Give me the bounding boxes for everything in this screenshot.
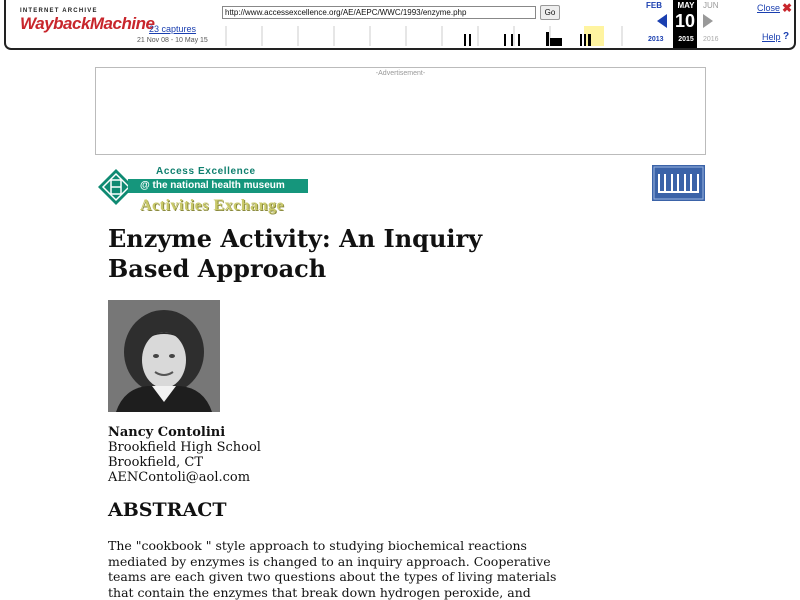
banner-title: Access Excellence: [156, 166, 256, 177]
prev-capture-arrow-icon[interactable]: [657, 14, 667, 28]
author-city: Brookfield, CT: [108, 455, 204, 470]
logo-main-text: WaybackMachine: [20, 14, 155, 33]
go-button[interactable]: Go: [540, 5, 560, 20]
close-link[interactable]: Close: [757, 3, 781, 13]
wayback-logo[interactable]: [20, 8, 155, 42]
author-email: AENContoli@aol.com: [108, 470, 251, 485]
help-icon[interactable]: ?: [783, 31, 790, 42]
page-title: Enzyme Activity: An Inquiry Based Approach: [108, 224, 483, 283]
author-photo: [108, 300, 220, 412]
capture-sparkline[interactable]: [218, 24, 646, 46]
author-portrait-image: [108, 300, 220, 412]
current-month: MAY: [677, 1, 695, 10]
next-capture-arrow-icon: [703, 14, 713, 28]
banner-section-title: Activities Exchange: [140, 197, 285, 214]
www-logo-icon[interactable]: [652, 165, 705, 201]
author-school: Brookfield High School: [108, 440, 261, 455]
wayback-toolbar: [4, 0, 796, 50]
logo-top-text: INTERNET ARCHIVE: [20, 8, 98, 14]
prev-month-link[interactable]: FEB: [646, 1, 662, 10]
help-link[interactable]: Help: [762, 32, 781, 42]
next-year: 2016: [703, 36, 719, 43]
current-day: 10: [674, 11, 696, 31]
prev-year-link[interactable]: 2013: [648, 36, 664, 43]
abstract-heading: ABSTRACT: [108, 499, 227, 521]
advertisement-box: [95, 67, 706, 155]
close-icon[interactable]: ✖: [782, 1, 793, 15]
current-year: 2015: [678, 36, 694, 43]
banner-subtitle: @ the national health museum: [140, 180, 285, 191]
url-input[interactable]: [222, 6, 536, 19]
abstract-text: The "cookbook " style approach to studying biochemical reactions mediated by enzymes is changed to an inquiry approach. Cooperative teams are each given two questions about the types of living materials that contain the enzymes that break down hydrogen peroxide, and: [108, 538, 557, 600]
advertisement-label: -Advertisement-: [375, 70, 426, 77]
captures-link[interactable]: 23 captures: [149, 24, 197, 34]
next-month: JUN: [703, 1, 719, 10]
access-excellence-banner[interactable]: [98, 163, 312, 219]
captures-date-range: 21 Nov 08 - 10 May 15: [137, 37, 208, 44]
author-name: Nancy Contolini: [108, 425, 226, 440]
